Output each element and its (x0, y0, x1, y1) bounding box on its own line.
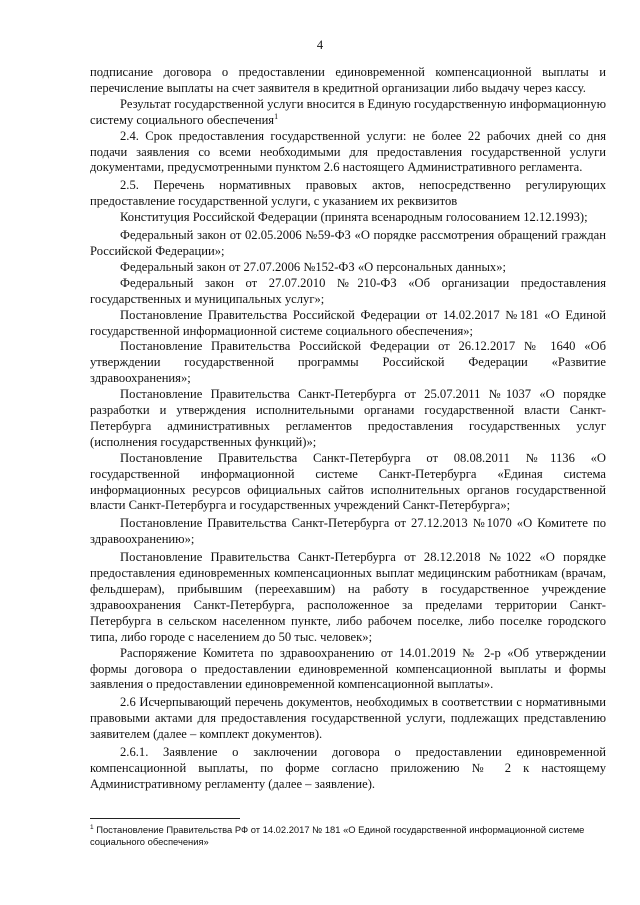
legal-act-constitution: Конституция Российской Федерации (принята всенародным голосованием 12.12.1993); (120, 210, 588, 225)
paragraph-2-5-legal-acts: 2.5. Перечень нормативных правовых актов, непосредственно регулирующих предоставление государственной услуги, с указанием их реквизитов (90, 178, 606, 209)
footnote-marker: 1 (90, 823, 94, 831)
footnote-text: Постановление Правительства РФ от 14.02.2017 № 181 «О Единой государственной информационной системе социального обеспечения» (90, 824, 585, 847)
legal-act-rf-1640: Постановление Правительства Российской Федерации от 26.12.2017 № 1640 «Об утверждении государственной программы Российской Федерации «Развитие здравоохранения»; (90, 339, 606, 386)
legal-act-spb-1022: Постановление Правительства Санкт-Петербурга от 28.12.2018 №1022 «О порядке предоставления единовременных компенсационных выплат медицинским работникам (врачам, фельдшерам), прибывшим (переехавшим) на работу в государственное учреждение здравоохранения Санкт-Петербурга, расположенное за пределами территории Санкт-Петербурга в сельском населенном пункте, либо рабочем поселке, либо поселке городского типа, либо городе с населением до 50 тыс. человек»; (90, 550, 606, 644)
legal-act-order-2r: Распоряжение Комитета по здравоохранению от 14.01.2019 № 2-р «Об утверждении формы договора о предоставлении единовременной компенсационной выплаты и формы заявления о предоставлении единовременной компенсационной выплаты». (90, 645, 606, 692)
paragraph-2-6-1-application: 2.6.1. Заявление о заключении договора о предоставлении единовременной компенсационной выплаты, по форме согласно приложению № 2 к настоящему Административному регламенту (далее – заявление). (90, 745, 606, 791)
legal-act-spb-1136: Постановление Правительства Санкт-Петербурга от 08.08.2011 №1136 «О государственной информационной системе Санкт-Петербурга «Единая система информационных ресурсов официальных сайтов исполнительных органов государственной власти Санкт-Петербурга и государственных учреждений Санкт-Петербурга»; (90, 450, 606, 513)
paragraph-payment-terms: подписание договора о предоставлении единовременной компенсационной выплаты и перечисление выплаты на счет заявителя в кредитной организации либо выдачу через кассу. (90, 65, 606, 95)
footnote-divider (90, 818, 240, 819)
paragraph-2-6-documents: 2.6 Исчерпывающий перечень документов, необходимых в соответствии с нормативными правовыми актами для предоставления государственной услуги, подлежащих представлению заявителем (далее – комплект документов). (90, 695, 606, 742)
page-number: 4 (316, 38, 324, 52)
legal-act-fz-59: Федеральный закон от 02.05.2006 №59-ФЗ «О порядке рассмотрения обращений граждан Российской Федерации»; (90, 228, 606, 258)
paragraph-2-4-term: 2.4. Срок предоставления государственной услуги: не более 22 рабочих дней со дня подачи заявления со всеми необходимыми для предоставления государственной услуги документами, предусмотренными пунктом 2.6 настоящего Административного регламента. (90, 128, 606, 175)
legal-act-spb-1037: Постановление Правительства Санкт-Петербурга от 25.07.2011 №1037 «О порядке разработки и утверждения исполнительными органами государственной власти Санкт-Петербурга административных регламентов предоставления государственных услуг (исполнения государственных функций)»; (90, 387, 606, 449)
paragraph-result-text: Результат государственной услуги вносится в Единую государственную информационную систему социального обеспечения (90, 96, 606, 127)
legal-act-spb-1070: Постановление Правительства Санкт-Петербурга от 27.12.2013 №1070 «О Комитете по здравоохранению»; (90, 516, 606, 547)
footnote (90, 824, 606, 848)
footnote-reference: 1 (274, 111, 279, 121)
paragraph-result-egisso (90, 97, 606, 129)
legal-act-fz-152: Федеральный закон от 27.07.2006 №152-ФЗ «О персональных данных»; (120, 259, 507, 274)
document-body (90, 65, 606, 793)
legal-act-rf-181: Постановление Правительства Российской Федерации от 14.02.2017 №181 «О Единой государственной информационной системе социального обеспечения»; (90, 307, 606, 338)
legal-act-fz-210: Федеральный закон от 27.07.2010 №210-ФЗ «Об организации предоставления государственных и муниципальных услуг»; (90, 275, 606, 306)
